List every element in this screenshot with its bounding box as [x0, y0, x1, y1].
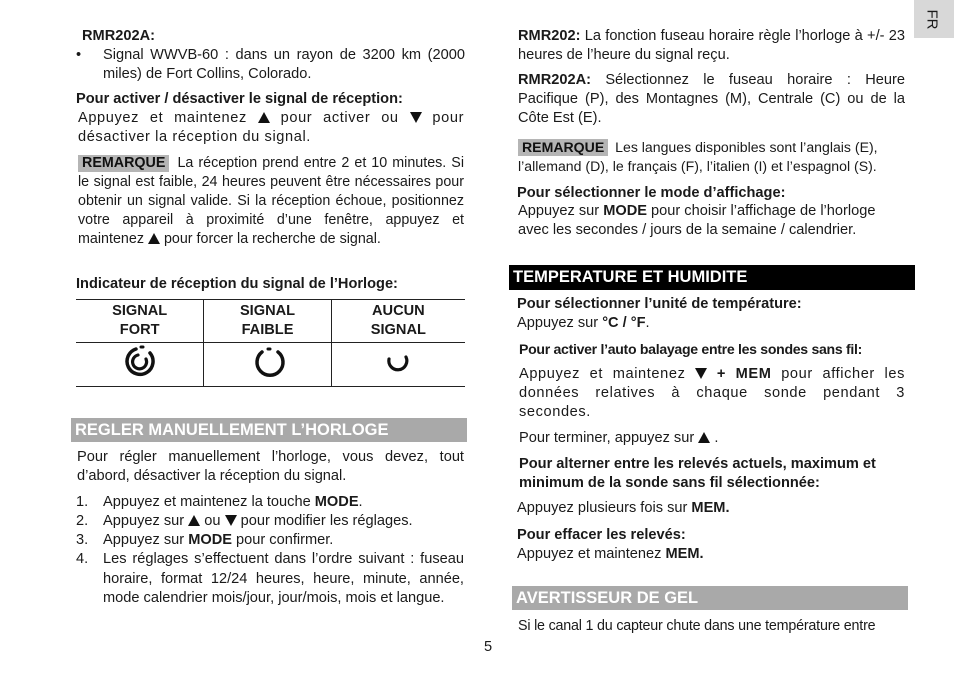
activate-signal-text [78, 109, 464, 147]
step-number: 1. [76, 494, 89, 510]
mem-key: MEM. [665, 546, 704, 562]
rmr202a-timezone [518, 71, 905, 128]
frost-alert-section-title: AVERTISSEUR DE GEL [512, 586, 908, 610]
unit-heading: Pour sélectionner l’unité de température: [517, 296, 802, 312]
activate-signal-heading: Pour activer / désactiver le signal de réception: [76, 91, 403, 107]
no-signal-icon [384, 348, 412, 376]
step-3 [76, 531, 464, 550]
rmr202-timezone [518, 27, 905, 65]
step-1 [76, 493, 464, 512]
step-text-end: pour confirmer. [236, 532, 334, 548]
step-4 [76, 550, 464, 609]
step-number: 2. [76, 513, 89, 529]
strong-signal-icon [123, 344, 157, 380]
rmr202a-heading: RMR202A: [82, 28, 155, 44]
remarque-reception-post: pour forcer la recherche de signal. [163, 231, 381, 247]
indicator-heading: Indicateur de réception du signal de l’Horloge: [76, 276, 398, 292]
mode-key: MODE [314, 494, 359, 510]
remarque-languages [518, 138, 906, 176]
mem-key: + MEM [716, 366, 772, 382]
step-text: Les réglages s’effectuent dans l’ordre suivant : fuseau horaire, format 12/24 heures, heure, minute, année, mode calendrier mois/jour, jour/mois, mois et langue. [103, 551, 464, 606]
rmr202-text: La fonction fuseau horaire règle l’horloge à +/- 23 heures de l’heure du signal reçu. [518, 28, 906, 63]
alternate-heading: Pour alterner entre les relevés actuels, maximum et minimum de la sonde sans fil sélectionnée: [519, 456, 876, 491]
activate-mid: pour activer ou [280, 110, 399, 126]
remarque-badge: REMARQUE [78, 155, 169, 172]
scan-heading: Pour activer l’auto balayage entre les sondes sans fil: [519, 341, 863, 357]
step-2 [76, 512, 464, 531]
step-number: 4. [76, 551, 89, 567]
step-text-end: . [358, 494, 363, 510]
rmr202-label: RMR202: [518, 28, 581, 44]
wwvb-text: Signal WWVB-60 : dans un rayon de 3200 km (2000 miles) de Fort Collins, Colorado. [103, 47, 465, 82]
scan-post: pour afficher les données relatives à chaque sonde pendant 3 secondes. [519, 366, 906, 420]
unit-post: . [645, 315, 650, 331]
step-text-mid: ou [204, 513, 221, 529]
header-strong-signal: SIGNAL FORT [76, 300, 204, 343]
remarque-languages-text: Les langues disponibles sont l’anglais (E), l’allemand (D), le français (F), l’italien (I) et l’espagnol (S). [518, 139, 878, 174]
page-number: 5 [484, 639, 493, 655]
no-signal-cell [331, 343, 465, 387]
remarque-reception-text: La réception prend entre 2 et 10 minutes. Si le signal est faible, 24 heures peuvent être nécessaires pour obtenir un signal valide. Si la réception échoue, positionnez votre appareil à proximité d’une fenêtre, appuyez et maintenez [78, 155, 464, 247]
activate-pre: Appuyez et maintenez [78, 110, 247, 126]
down-arrow-icon [225, 515, 237, 526]
clear-text [517, 545, 905, 564]
up-arrow-icon [188, 515, 200, 526]
alternate-pre: Appuyez plusieurs fois sur [517, 500, 688, 516]
step-number: 3. [76, 532, 89, 548]
up-arrow-icon [148, 233, 160, 244]
up-arrow-icon [698, 432, 710, 443]
rmr202a-label: RMR202A: [518, 72, 591, 88]
step-text: Appuyez sur [103, 532, 185, 548]
display-post: pour choisir l’affichage de l’horloge avec les secondes / jours de la semaine / calendrier. [518, 203, 876, 238]
header-weak-signal: SIGNAL FAIBLE [204, 300, 331, 343]
finish-post: . [714, 430, 719, 446]
wwvb-bullet [76, 46, 465, 84]
manual-clock-section-title: REGLER MANUELLEMENT L’HORLOGE [71, 418, 467, 442]
scan-text [519, 365, 905, 422]
finish-text [519, 429, 905, 448]
unit-pre: Appuyez sur [517, 315, 599, 331]
display-pre: Appuyez sur [518, 203, 600, 219]
down-arrow-icon [410, 112, 422, 123]
signal-indicator-table [76, 299, 465, 387]
scan-pre: Appuyez et maintenez [519, 366, 686, 382]
step-text: Appuyez et maintenez la touche [103, 494, 311, 510]
activate-post: pour désactiver la réception du signal. [78, 110, 465, 145]
language-tab-label: FR [923, 9, 941, 30]
mode-key: MODE [188, 532, 232, 548]
mode-key: MODE [603, 203, 647, 219]
manual-steps-list [76, 493, 464, 609]
unit-key: °C / °F [602, 315, 646, 331]
rmr202a-text: Sélectionnez le fuseau horaire : Heure Pacifique (P), des Montagnes (M), Centrale (C) ou de la Côte Est (E). [518, 72, 905, 126]
clear-heading: Pour effacer les relevés: [517, 527, 686, 543]
language-tab [914, 0, 954, 38]
frost-alert-text: Si le canal 1 du capteur chute dans une température entre [518, 618, 876, 634]
strong-signal-cell [76, 343, 204, 387]
manual-intro: Pour régler manuellement l’horloge, vous devez, tout d’abord, désactiver la réception du signal. [77, 449, 464, 484]
finish-pre: Pour terminer, appuyez sur [519, 430, 695, 446]
header-no-signal: AUCUN SIGNAL [331, 300, 465, 343]
down-arrow-icon [695, 368, 707, 379]
temperature-section-title: TEMPERATURE ET HUMIDITE [509, 265, 915, 290]
weak-signal-icon [250, 344, 286, 380]
clear-pre: Appuyez et maintenez [517, 546, 662, 562]
step-text-end: pour modifier les réglages. [240, 513, 413, 529]
up-arrow-icon [258, 112, 270, 123]
remarque-badge: REMARQUE [518, 139, 608, 156]
unit-text [517, 314, 907, 333]
weak-signal-cell [204, 343, 331, 387]
alternate-text [517, 499, 905, 518]
step-text: Appuyez sur [103, 513, 185, 529]
mem-key: MEM. [691, 500, 730, 516]
bullet-char: • [76, 47, 82, 63]
display-mode-text [518, 202, 906, 240]
remarque-reception [78, 154, 464, 249]
display-mode-heading: Pour sélectionner le mode d’affichage: [517, 185, 786, 201]
